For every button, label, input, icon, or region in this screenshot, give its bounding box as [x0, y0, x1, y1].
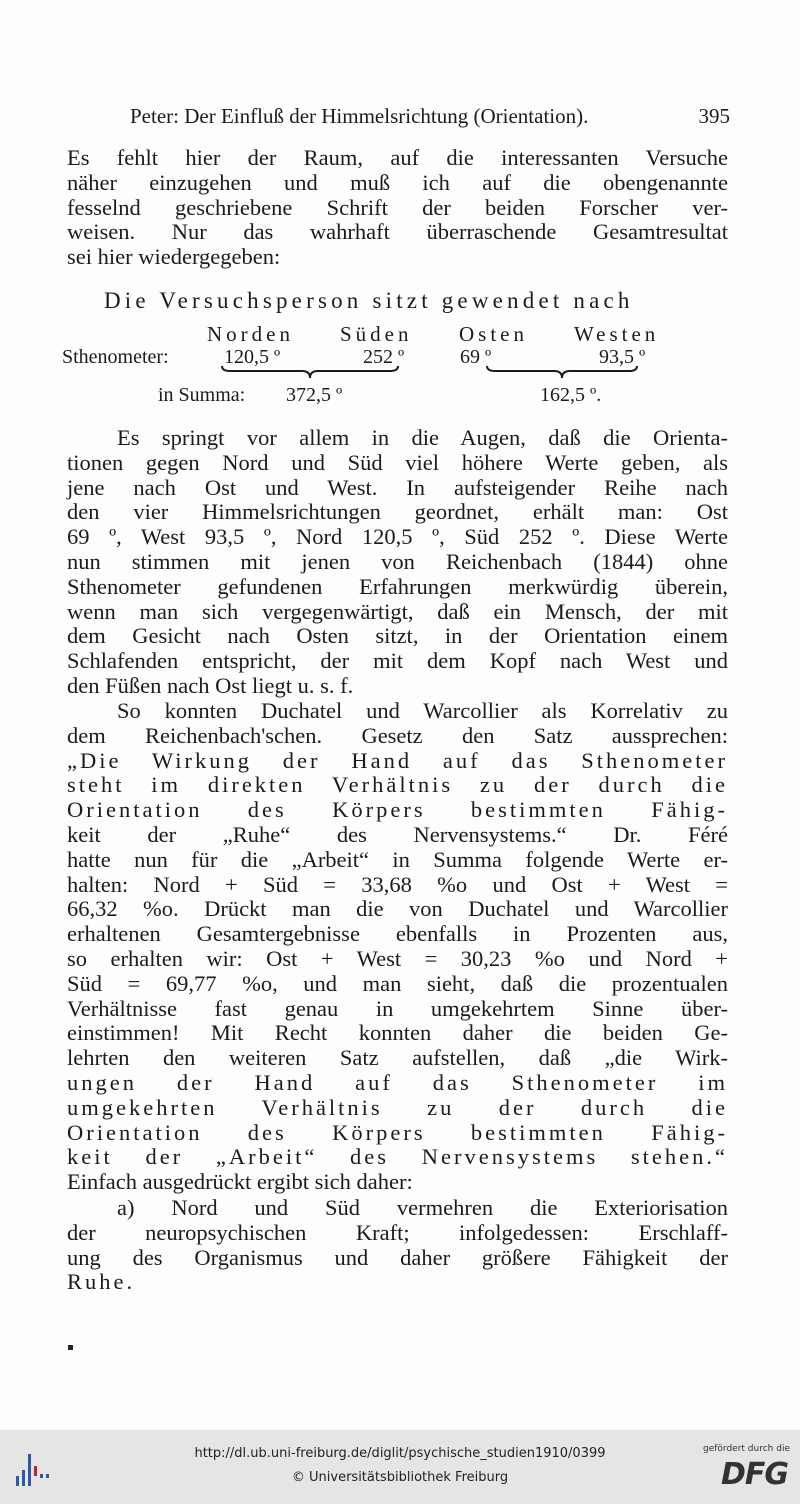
- value-norden: 120,5 º: [224, 346, 281, 368]
- brace-left: [220, 364, 400, 380]
- text-line: näher einzugehen und muß ich auf die obengenannte: [67, 169, 728, 195]
- text-line: erhaltenen Gesamtergebnisse ebenfalls in Prozenten aus,: [67, 921, 728, 947]
- page-number: 395: [698, 104, 730, 128]
- dfg-logo: DFG: [720, 1457, 788, 1492]
- running-header: [130, 104, 730, 132]
- text-line: ung des Organismus und daher größere Fähigkeit der: [67, 1244, 728, 1270]
- text-line: wenn man sich vergegenwärtigt, daß ein Mensch, der mit: [67, 598, 728, 624]
- text-line: umgekehrten Verhältnis zu der durch die: [67, 1094, 728, 1120]
- text-line: Es springt vor allem in die Augen, daß die Orienta-: [117, 425, 728, 450]
- text-line: so erhalten wir: Ost + West = 30,23 %o und Nord +: [67, 945, 728, 971]
- text-line: halten: Nord + Süd = 33,68 %o und Ost + West =: [67, 871, 728, 897]
- text-line: ungen der Hand auf das Sthenometer im: [67, 1069, 728, 1095]
- text-line: „Die Wirkung der Hand auf das Sthenometer: [67, 747, 728, 773]
- header-westen: Westen: [574, 322, 660, 346]
- text-line: Es fehlt hier der Raum, auf die interessanten Versuche: [67, 145, 728, 170]
- text-line: weisen. Nur das wahrhaft überraschende Gesamtresultat: [67, 219, 728, 245]
- text-line: dem Reichenbach'schen. Gesetz den Satz aussprechen:: [67, 722, 728, 748]
- paragraph-1: [67, 146, 728, 270]
- footer-bar: [0, 1430, 800, 1504]
- header-norden: Norden: [207, 322, 294, 346]
- text-line: fesselnd geschriebene Schrift der beiden Forscher ver-: [67, 194, 728, 220]
- value-osten: 69 º: [460, 346, 492, 368]
- text-line: keit der „Arbeit“ des Nervensystems stehen.“: [67, 1144, 728, 1170]
- table-caption: Die Versuchsperson sitzt gewendet nach: [104, 288, 634, 313]
- copyright-notice: © Universitätsbibliothek Freiburg: [291, 1470, 509, 1485]
- text-line: sei hier wiedergegeben:: [67, 244, 281, 270]
- paragraph-4: [67, 1196, 728, 1295]
- text-line: den vier Himmelsrichtungen geordnet, erhält man: Ost: [67, 499, 728, 525]
- text-line: dem Gesicht nach Osten sitzt, in der Orientation einem: [67, 623, 728, 649]
- text-line: lehrten den weiteren Satz aufstellen, daß „die Wirk-: [67, 1045, 728, 1071]
- text-line: Ruhe.: [67, 1269, 136, 1295]
- funded-by-text: gefördert durch die: [703, 1444, 790, 1454]
- text-line: Sthenometer gefundenen Erfahrungen merkwürdig überein,: [67, 573, 728, 599]
- value-westen: 93,5 º: [599, 346, 646, 368]
- text-line: Einfach ausgedrückt ergibt sich daher:: [67, 1169, 413, 1195]
- sum-east-west: 162,5 º.: [540, 384, 602, 406]
- text-line: a) Nord und Süd vermehren die Exteriorisation: [117, 1195, 728, 1220]
- text-line: So konnten Duchatel und Warcollier als Korrelativ zu: [117, 698, 728, 723]
- text-line: jene nach Ost und West. In aufsteigender Reihe nach: [67, 474, 728, 500]
- header-title: Peter: Der Einfluß der Himmelsrichtung (Orientation).: [130, 104, 589, 128]
- text-line: den Füßen nach Ost liegt u. s. f.: [67, 672, 354, 698]
- text-line: nun stimmen mit jenen von Reichenbach (1844) ohne: [67, 548, 728, 574]
- row-label: Sthenometer:: [62, 346, 169, 368]
- text-line: tionen gegen Nord und Süd viel höhere Werte geben, als: [67, 449, 728, 475]
- value-sueden: 252 º: [363, 346, 405, 368]
- text-line: hatte nun für die „Arbeit“ in Summa folgende Werte er-: [67, 846, 728, 872]
- sum-label: in Summa:: [158, 384, 246, 406]
- text-line: steht im direkten Verhältnis zu der durch die: [67, 772, 728, 798]
- text-line: 69 º, West 93,5 º, Nord 120,5 º, Süd 252 º. Diese Werte: [67, 524, 728, 550]
- text-line: der neuropsychischen Kraft; infolgedessen: Erschlaff-: [67, 1219, 728, 1245]
- text-line: Orientation des Körpers bestimmten Fähig-: [67, 797, 728, 823]
- header-osten: Osten: [459, 322, 528, 346]
- brace-right: [485, 364, 639, 380]
- text-line: keit der „Ruhe“ des Nervensystems.“ Dr. Féré: [67, 821, 728, 847]
- text-line: einstimmen! Mit Recht konnten daher die beiden Ge-: [67, 1020, 728, 1046]
- text-line: 66,32 %o. Drückt man die von Duchatel und Warcollier: [67, 896, 728, 922]
- paragraph-3: [67, 699, 728, 1195]
- text-line: Orientation des Körpers bestimmten Fähig-: [67, 1119, 728, 1145]
- text-line: Verhältnisse fast genau in umgekehrtem Sinne über-: [67, 995, 728, 1021]
- paragraph-2: [67, 426, 728, 699]
- text-line: Schlafenden entspricht, der mit dem Kopf nach West und: [67, 648, 728, 674]
- ink-dot: [68, 1345, 73, 1350]
- text-line: Süd = 69,77 %o, und man sieht, daß die prozentualen: [67, 970, 728, 996]
- sum-north-south: 372,5 º: [286, 384, 343, 406]
- header-sueden: Süden: [340, 322, 413, 346]
- results-table: [60, 288, 740, 418]
- source-url[interactable]: http://dl.ub.uni-freiburg.de/diglit/psychische_studien1910/0399: [194, 1446, 606, 1461]
